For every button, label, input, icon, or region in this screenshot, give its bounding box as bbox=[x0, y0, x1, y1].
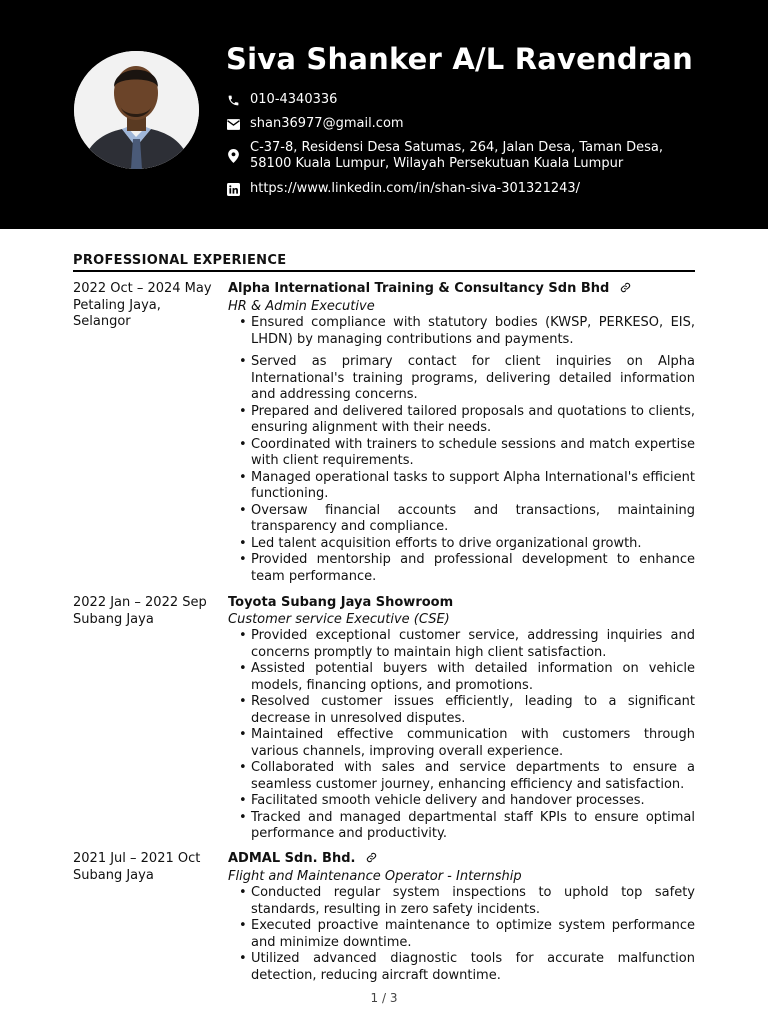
address-contact bbox=[226, 140, 663, 172]
job-dates: 2021 Jul – 2021 Oct bbox=[73, 851, 201, 866]
list-item: • Tracked and managed departmental staff KPIs to ensure optimal performance and productivity. bbox=[228, 810, 695, 843]
job-role: Customer service Executive (CSE) bbox=[228, 611, 450, 627]
job-location: Subang Jaya bbox=[73, 611, 154, 627]
list-item: • Assisted potential buyers with detailed information on vehicle models, financing options, and promotions. bbox=[228, 661, 695, 694]
list-item: • Facilitated smooth vehicle delivery and handover processes. bbox=[228, 793, 695, 810]
list-item: • Ensured compliance with statutory bodies (KWSP, PERKESO, EIS, LHDN) by managing contributions and payments. bbox=[228, 315, 695, 348]
job-dates: 2022 Jan – 2022 Sep bbox=[73, 595, 207, 610]
address-line-1: C-37-8, Residensi Desa Satumas, 264, Jalan Desa, Taman Desa, bbox=[250, 140, 663, 155]
address bbox=[250, 140, 663, 172]
list-item: • Led talent acquisition efforts to drive organizational growth. bbox=[228, 536, 695, 553]
list-item: • Provided mentorship and professional development to enhance team performance. bbox=[228, 552, 695, 585]
link-icon[interactable] bbox=[620, 282, 631, 299]
company-name: Toyota Subang Jaya Showroom bbox=[228, 595, 454, 610]
phone-contact[interactable] bbox=[226, 92, 337, 108]
experience-section-title: PROFESSIONAL EXPERIENCE bbox=[73, 253, 695, 272]
list-item: • Collaborated with sales and service departments to ensure a seamless customer journey, enhancing efficiency and satisfaction. bbox=[228, 760, 695, 793]
resume-header bbox=[0, 0, 768, 229]
company-name[interactable] bbox=[228, 281, 695, 299]
job-location-line-2: Selangor bbox=[73, 314, 131, 329]
list-item: • Resolved customer issues efficiently, leading to a significant decrease in unresolved disputes. bbox=[228, 694, 695, 727]
list-item: • Managed operational tasks to support Alpha International's efficient functioning. bbox=[228, 470, 695, 503]
linkedin-icon bbox=[226, 181, 240, 197]
phone-number: 010-4340336 bbox=[250, 92, 338, 107]
list-item: • Executed proactive maintenance to optimize system performance and minimize downtime. bbox=[228, 918, 695, 951]
company-label: ADMAL Sdn. Bhd. bbox=[228, 851, 356, 866]
job-bullets bbox=[228, 628, 695, 843]
map-pin-icon bbox=[226, 148, 240, 164]
list-item: • Served as primary contact for client inquiries on Alpha International's training programs, delivering detailed information and addressing concerns. bbox=[228, 354, 695, 404]
list-item: • Conducted regular system inspections to uphold top safety standards, resulting in zero safety incidents. bbox=[228, 885, 695, 918]
envelope-icon bbox=[226, 116, 240, 132]
page-number: 1 / 3 bbox=[370, 991, 398, 1005]
list-item: • Prepared and delivered tailored proposals and quotations to clients, ensuring alignment with their needs. bbox=[228, 404, 695, 437]
job-details bbox=[228, 595, 695, 843]
address-line-2: 58100 Kuala Lumpur, Wilayah Persekutuan Kuala Lumpur bbox=[250, 156, 624, 171]
list-item: • Utilized advanced diagnostic tools for accurate malfunction detection, reducing aircraft downtime. bbox=[228, 951, 695, 984]
company-label: Alpha International Training & Consultancy Sdn Bhd bbox=[228, 281, 610, 296]
email-contact[interactable] bbox=[226, 116, 404, 132]
job-location: Subang Jaya bbox=[73, 867, 154, 883]
job-meta bbox=[73, 281, 223, 331]
list-item: • Maintained effective communication with customers through various channels, improving overall experience. bbox=[228, 727, 695, 760]
job-bullets bbox=[228, 315, 695, 585]
job-dates: 2022 Oct – 2024 May bbox=[73, 281, 212, 296]
linkedin-contact[interactable] bbox=[226, 181, 580, 197]
link-icon[interactable] bbox=[366, 852, 377, 869]
phone-icon bbox=[226, 92, 240, 108]
list-item: • Provided exceptional customer service, addressing inquiries and concerns promptly to maintain high client satisfaction. bbox=[228, 628, 695, 661]
company-name[interactable] bbox=[228, 851, 695, 869]
job-meta bbox=[73, 851, 223, 884]
email-address: shan36977@gmail.com bbox=[250, 116, 404, 131]
job-role: HR & Admin Executive bbox=[228, 298, 375, 314]
candidate-name: Siva Shanker A/L Ravendran bbox=[226, 42, 693, 76]
job-location: Petaling Jaya, bbox=[73, 297, 161, 313]
job-details bbox=[228, 851, 695, 984]
list-item: • Coordinated with trainers to schedule sessions and match expertise with client requirements. bbox=[228, 437, 695, 470]
list-item: • Oversaw financial accounts and transactions, maintaining transparency and compliance. bbox=[228, 503, 695, 536]
job-role: Flight and Maintenance Operator - Internship bbox=[228, 868, 522, 884]
profile-photo bbox=[74, 51, 199, 169]
linkedin-url[interactable]: https://www.linkedin.com/in/shan-siva-301321243/ bbox=[250, 181, 581, 196]
job-details bbox=[228, 281, 695, 585]
job-meta bbox=[73, 595, 223, 628]
job-bullets bbox=[228, 885, 695, 984]
